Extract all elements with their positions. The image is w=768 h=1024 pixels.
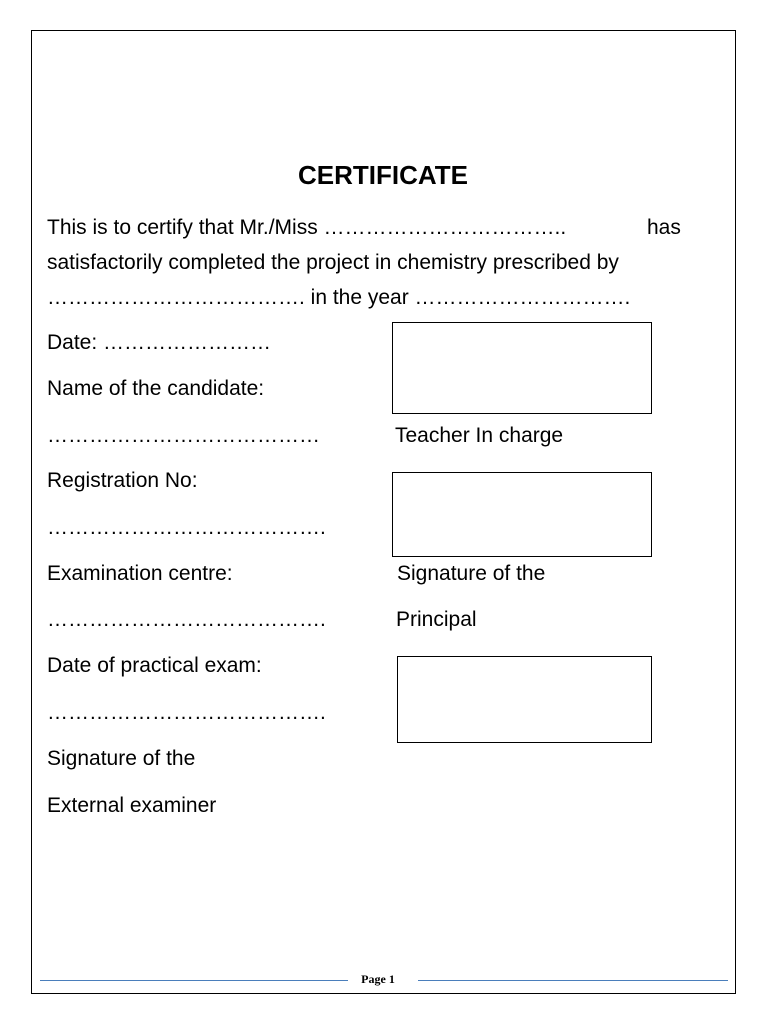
intro-line-1: This is to certify that Mr./Miss …………………………….. <box>47 216 567 239</box>
certificate-title: CERTIFICATE <box>298 160 468 190</box>
teacher-signature-box <box>392 322 652 414</box>
practical-exam-date-label: Date of practical exam: <box>47 654 262 677</box>
intro-line-2: satisfactorily completed the project in chemistry prescribed by <box>47 251 619 274</box>
registration-dots: …………………………………. <box>47 516 326 539</box>
intro-line-1-end: has <box>647 216 681 239</box>
candidate-name-label: Name of the candidate: <box>47 377 265 400</box>
registration-label: Registration No: <box>47 469 198 492</box>
footer-rule-left <box>40 980 348 981</box>
principal-label: Principal <box>396 608 477 631</box>
intro-line-3: ………………………………. in the year …………………………. <box>47 286 631 309</box>
candidate-name-dots: ………………………………… <box>47 424 320 447</box>
principal-signature-box <box>392 472 652 557</box>
principal-signature-label: Signature of the <box>397 562 546 585</box>
practical-exam-date-dots: …………………………………. <box>47 701 326 724</box>
footer-rule-right <box>418 980 728 981</box>
exam-centre-dots: …………………………………. <box>47 608 326 631</box>
date-field: Date: …………………… <box>47 331 272 354</box>
teacher-in-charge-label: Teacher In charge <box>395 424 564 447</box>
external-examiner-label: External examiner <box>47 794 217 817</box>
external-examiner-signature-label: Signature of the <box>47 747 196 770</box>
external-examiner-signature-box <box>397 656 652 743</box>
exam-centre-label: Examination centre: <box>47 562 233 585</box>
page-number: Page 1 <box>361 972 395 986</box>
